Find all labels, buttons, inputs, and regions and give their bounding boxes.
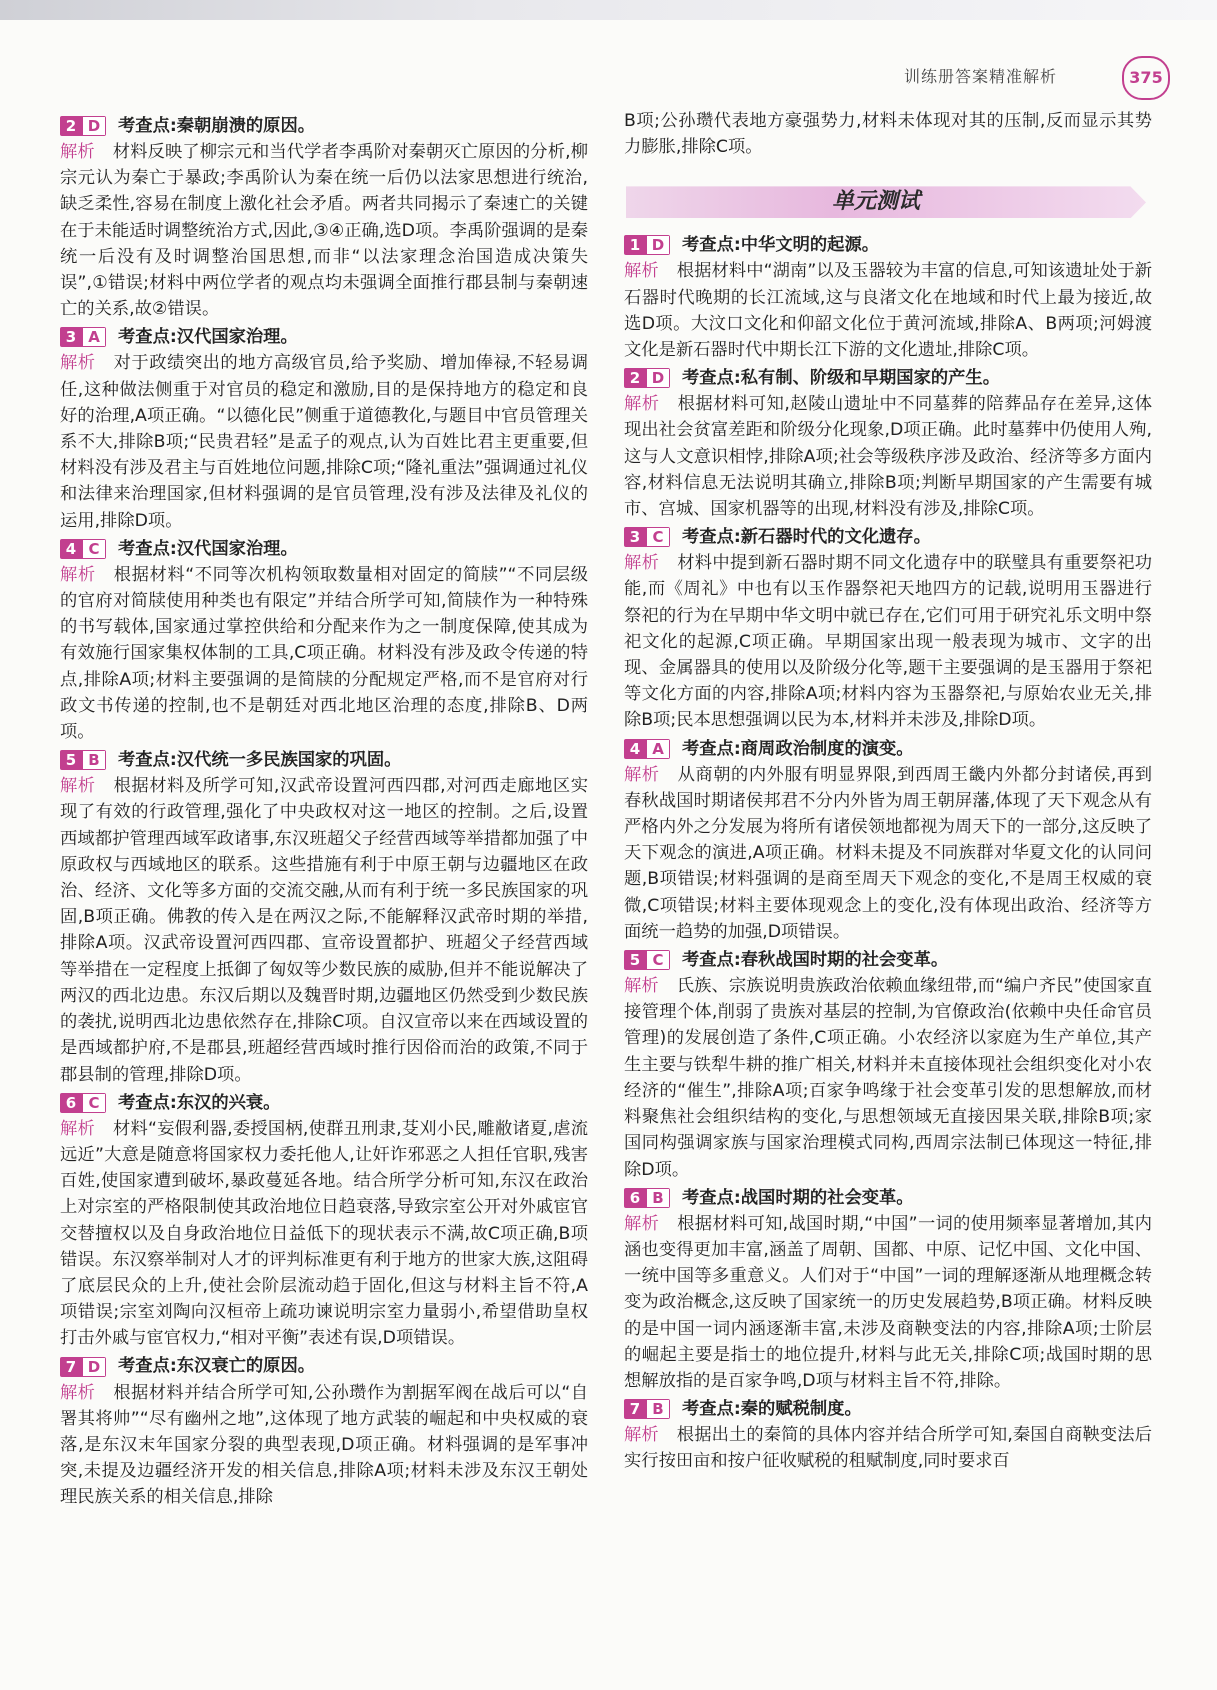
question-item [60, 324, 588, 533]
answer-badge: 2 D [60, 116, 106, 136]
question-title: 考查点:秦朝崩溃的原因。 [118, 115, 316, 136]
question-title: 考查点:汉代统一多民族国家的巩固。 [118, 750, 402, 771]
question-title: 考查点:春秋战国时期的社会变革。 [682, 949, 949, 970]
left-column [60, 111, 588, 1511]
answer-badge: 4 A [624, 739, 670, 759]
answer-badge: 3 C [624, 527, 670, 547]
analysis-label: 解析 [624, 764, 660, 785]
unit-test-title: 单元测试 [831, 189, 920, 215]
question-title: 考查点:商周政治制度的演变。 [682, 738, 914, 759]
question-item [60, 747, 588, 1087]
analysis-text: 材料反映了柳宗元和当代学者李禹阶对秦朝灭亡原因的分析,柳宗元认为秦亡于暴政;李禹阶认为秦在统一后仍以法家思想进行统治,缺乏柔性,容易在制度上激化社会矛盾。两者共同揭示了秦速亡的关键在于未能适时调整统治方式,因此,③④正确,选D项。李禹阶强调的是秦统一后没有及时调整治国思想,而非“以法家理念治国造成决策失误”,①错误;材料中两位学者的观点均未强调全面推行郡县制与秦朝速亡的关系,故②错误。 [60, 142, 588, 320]
analysis-text: 根据出土的秦简的具体内容并结合所学可知,秦国自商鞅变法后实行按田亩和按户征收赋税的租赋制度,同时要求百 [624, 1425, 1152, 1472]
answer-badge: 2 D [624, 368, 670, 388]
analysis-label: 解析 [60, 776, 96, 797]
analysis-text: 根据材料中“湖南”以及玉器较为丰富的信息,可知该遗址处于新石器时代晚期的长江流域,这与良渚文化在地域和时代上最为接近,故选D项。大汶口文化和仰韶文化位于黄河流域,排除A、B两项;河姆渡文化是新石器时代中期长江下游的文化遗址,排除C项。 [624, 261, 1152, 361]
analysis-label: 解析 [624, 394, 660, 415]
answer-badge: 1 D [624, 235, 670, 255]
analysis-label: 解析 [60, 353, 96, 374]
question-item [60, 1090, 588, 1352]
question-item [60, 1354, 588, 1511]
analysis-text: 从商朝的内外服有明显界限,到西周王畿内外都分封诸侯,再到春秋战国时期诸侯邦君不分内外皆为周王朝屏藩,体现了天下观念从有严格内外之分发展为将所有诸侯领地都视为周天下的一部分,这反映了天下观念的演进,A项正确。材料未提及不同族群对华夏文化的认同问题,B项错误;材料强调的是商至周天下观念的变化,不是周王权威的衰微,C项错误;材料主要体现观念上的变化,没有体现出政治、经济等方面统一趋势的加强,D项错误。 [624, 764, 1152, 942]
answer-badge: 6 C [60, 1093, 106, 1113]
analysis-text: 根据材料可知,战国时期,“中国”一词的使用频率显著增加,其内涵也变得更加丰富,涵盖了周朝、国都、中原、记忆中国、文化中国、一统中国等多重意义。人们对于“中国”一词的理解逐渐从地理概念转变为政治概念,这反映了国家统一的历史发展趋势,B项正确。材料反映的是中国一词内涵逐渐丰富,未涉及商鞅变法的内容,排除A项;士阶层的崛起主要是指士的地位提升,材料与此无关,排除C项;战国时期的思想解放指的是百家争鸣,D项与材料主旨不符,排除。 [624, 1213, 1152, 1391]
analysis-text: 对于政绩突出的地方高级官员,给予奖励、增加俸禄,不轻易调任,这种做法侧重于对官员的稳定和激励,目的是保持地方的稳定和良好的治理,A项正确。“以德化民”侧重于道德教化,与题目中官员管理关系不大,排除B项;“民贵君轻”是孟子的观点,认为百姓比君主更重要,但材料没有涉及君主与百姓地位问题,排除C项;“隆礼重法”强调通过礼仪和法律来治理国家,但材料强调的是官员管理,没有涉及法律及礼仪的运用,排除D项。 [60, 353, 588, 531]
question-item [60, 536, 588, 745]
question-item [624, 736, 1152, 945]
answer-badge: 7 D [60, 1357, 106, 1377]
question-title: 考查点:新石器时代的文化遗存。 [682, 527, 931, 548]
answer-badge: 6 B [624, 1188, 670, 1208]
answer-badge: 3 A [60, 327, 106, 347]
analysis-label: 解析 [624, 261, 659, 282]
answer-badge: 7 B [624, 1399, 670, 1419]
analysis-text: 根据材料并结合所学可知,公孙瓒作为割据军阀在战后可以“自署其将帅”“尽有幽州之地”,这体现了地方武装的崛起和中央权威的衰落,是东汉末年国家分裂的典型表现,D项正确。材料强调的是军事冲突,未提及边疆经济开发的相关信息,排除A项;材料未涉及东汉王朝处理民族关系的相关信息,排除 [60, 1382, 588, 1508]
analysis-text: 材料“妄假利器,委授国柄,使群丑刑隶,芟刈小民,雕敝诸夏,虐流远近”大意是随意将国家权力委托他人,让奸诈邪恶之人担任官职,残害百姓,使国家遭到破坏,暴政蔓延各地。结合所学分析可知,东汉在政治上对宗室的严格限制使其政治地位日趋衰落,导致宗室公开对外戚宦官交替擅权以及自身政治地位日益低下的现状表示不满,故C项正确,B项错误。东汉察举制对人才的评判标准更有利于地方的世家大族,这阻碍了底层民众的上升,使社会阶层流动趋于固化,但这与材料主旨不符,A项错误;宗室刘陶向汉桓帝上疏功谏说明宗室力量弱小,希望借助皇权打击外戚与宦官权力,“相对平衡”表述有误,D项错误。 [60, 1118, 588, 1349]
question-item [624, 232, 1152, 363]
question-item [624, 524, 1152, 733]
analysis-label: 解析 [60, 1118, 95, 1139]
question-title: 考查点:私有制、阶级和早期国家的产生。 [682, 368, 1000, 389]
analysis-label: 解析 [624, 976, 659, 997]
analysis-label: 解析 [60, 142, 95, 162]
question-title: 考查点:秦的赋税制度。 [682, 1399, 862, 1420]
analysis-label: 解析 [624, 1213, 660, 1234]
question-item [624, 947, 1152, 1183]
analysis-text: 根据材料可知,赵陵山遗址中不同墓葬的陪葬品存在差异,这体现出社会贫富差距和阶级分化现象,D项正确。此时墓葬中仍使用人殉,这与人文意识相悖,排除A项;社会等级秩序涉及政治、经济等多方面内容,材料信息无法说明其确立,排除B项;判断早期国家的产生需要有城市、宫城、国家机器等的出现,材料没有涉及,排除C项。 [624, 394, 1152, 520]
question-title: 考查点:汉代国家治理。 [118, 538, 298, 559]
question-title: 考查点:东汉衰亡的原因。 [118, 1356, 316, 1377]
question-title: 考查点:汉代国家治理。 [118, 327, 298, 348]
analysis-label: 解析 [60, 564, 96, 585]
right-column [624, 108, 1152, 1475]
continuation-text: B项;公孙瓒代表地方豪强势力,材料未体现对其的压制,反而显示其势力膨胀,排除C项。 [624, 111, 1152, 158]
question-item [624, 365, 1152, 522]
answer-badge: 5 B [60, 750, 106, 770]
question-item [60, 113, 588, 322]
question-title: 考查点:中华文明的起源。 [682, 235, 880, 256]
question-title: 考查点:战国时期的社会变革。 [682, 1187, 914, 1208]
analysis-label: 解析 [624, 1425, 659, 1446]
question-title: 考查点:东汉的兴衰。 [118, 1092, 281, 1113]
answer-badge: 4 C [60, 539, 106, 559]
answer-badge: 5 C [624, 950, 670, 970]
top-bar [0, 0, 1217, 20]
page-number: 375 [1122, 56, 1170, 100]
analysis-text: 材料中提到新石器时期不同文化遗存中的联璧具有重要祭祀功能,而《周礼》中也有以玉作器祭祀天地四方的记载,说明用玉器进行祭祀的行为在早期中华文明中就已存在,它们可用于研究礼乐文明中祭祀文化的起源,C项正确。早期国家出现一般表现为城市、文字的出现、金属器具的使用以及阶级分化等,题干主要强调的是玉器用于祭祀等文化方面的内容,排除A项;材料内容为玉器祭祀,与原始农业无关,排除B项;民本思想强调以民为本,材料并未涉及,排除D项。 [624, 553, 1152, 731]
analysis-label: 解析 [60, 1382, 96, 1403]
question-item [624, 1396, 1152, 1474]
analysis-text: 氏族、宗族说明贵族政治依赖血缘纽带,而“编户齐民”使国家直接管理个体,削弱了贵族对基层的控制,为官僚政治(依赖中央任命官员管理)的发展创造了条件,C项正确。小农经济以家庭为生产单位,其产生主要与铁犁牛耕的推广相关,材料并未直接体现社会组织变化对小农经济的“催生”,排除A项;百家争鸣缘于社会变革引发的思想解放,而材料聚焦社会组织结构的变化,与思想领域无直接因果关联,排除B项;家国同构强调家族与国家治理模式同构,西周宗法制已体现这一特征,排除D项。 [624, 976, 1152, 1180]
question-item [624, 1185, 1152, 1394]
analysis-text: 根据材料“不同等次机构领取数量相对固定的简牍”“不同层级的官府对简牍使用种类也有限定”并结合所学可知,简牍作为一种特殊的书写载体,国家通过掌控供给和分配来作为之一制度保障,使其成为有效施行国家集权体制的工具,C项正确。材料没有涉及政令传递的特点,排除A项;材料主要强调的是简牍的分配规定严格,而不是官府对行政文书传递的控制,也不是朝廷对西北地区治理的态度,排除B、D两项。 [60, 564, 588, 743]
running-header-title: 训练册答案精准解析 [904, 67, 1058, 86]
unit-test-banner [626, 182, 1146, 224]
analysis-label: 解析 [624, 553, 660, 574]
analysis-text: 根据材料及所学可知,汉武帝设置河西四郡,对河西走廊地区实现了有效的行政管理,强化了中央政权对这一地区的控制。之后,设置西域都护管理西域军政诸事,东汉班超父子经营西域等举措都加强了中原政权与西域地区的联系。这些措施有利于中原王朝与边疆地区在政治、经济、文化等多方面的交流交融,从而有利于统一多民族国家的巩固,B项正确。佛教的传入是在两汉之际,不能解释汉武帝时期的举措,排除A项。汉武帝设置河西四郡、宣帝设置都护、班超父子经营西域等举措在一定程度上抵御了匈奴等少数民族的威胁,但并不能说解决了两汉的西北边患。东汉后期以及魏晋时期,边疆地区仍然受到少数民族的袭扰,说明西北边患依然存在,排除C项。自汉宣帝以来在西域设置的是西域都护府,不是郡县,班超经营西域时推行因俗而治的政策,不同于郡县制的管理,排除D项。 [60, 776, 588, 1085]
